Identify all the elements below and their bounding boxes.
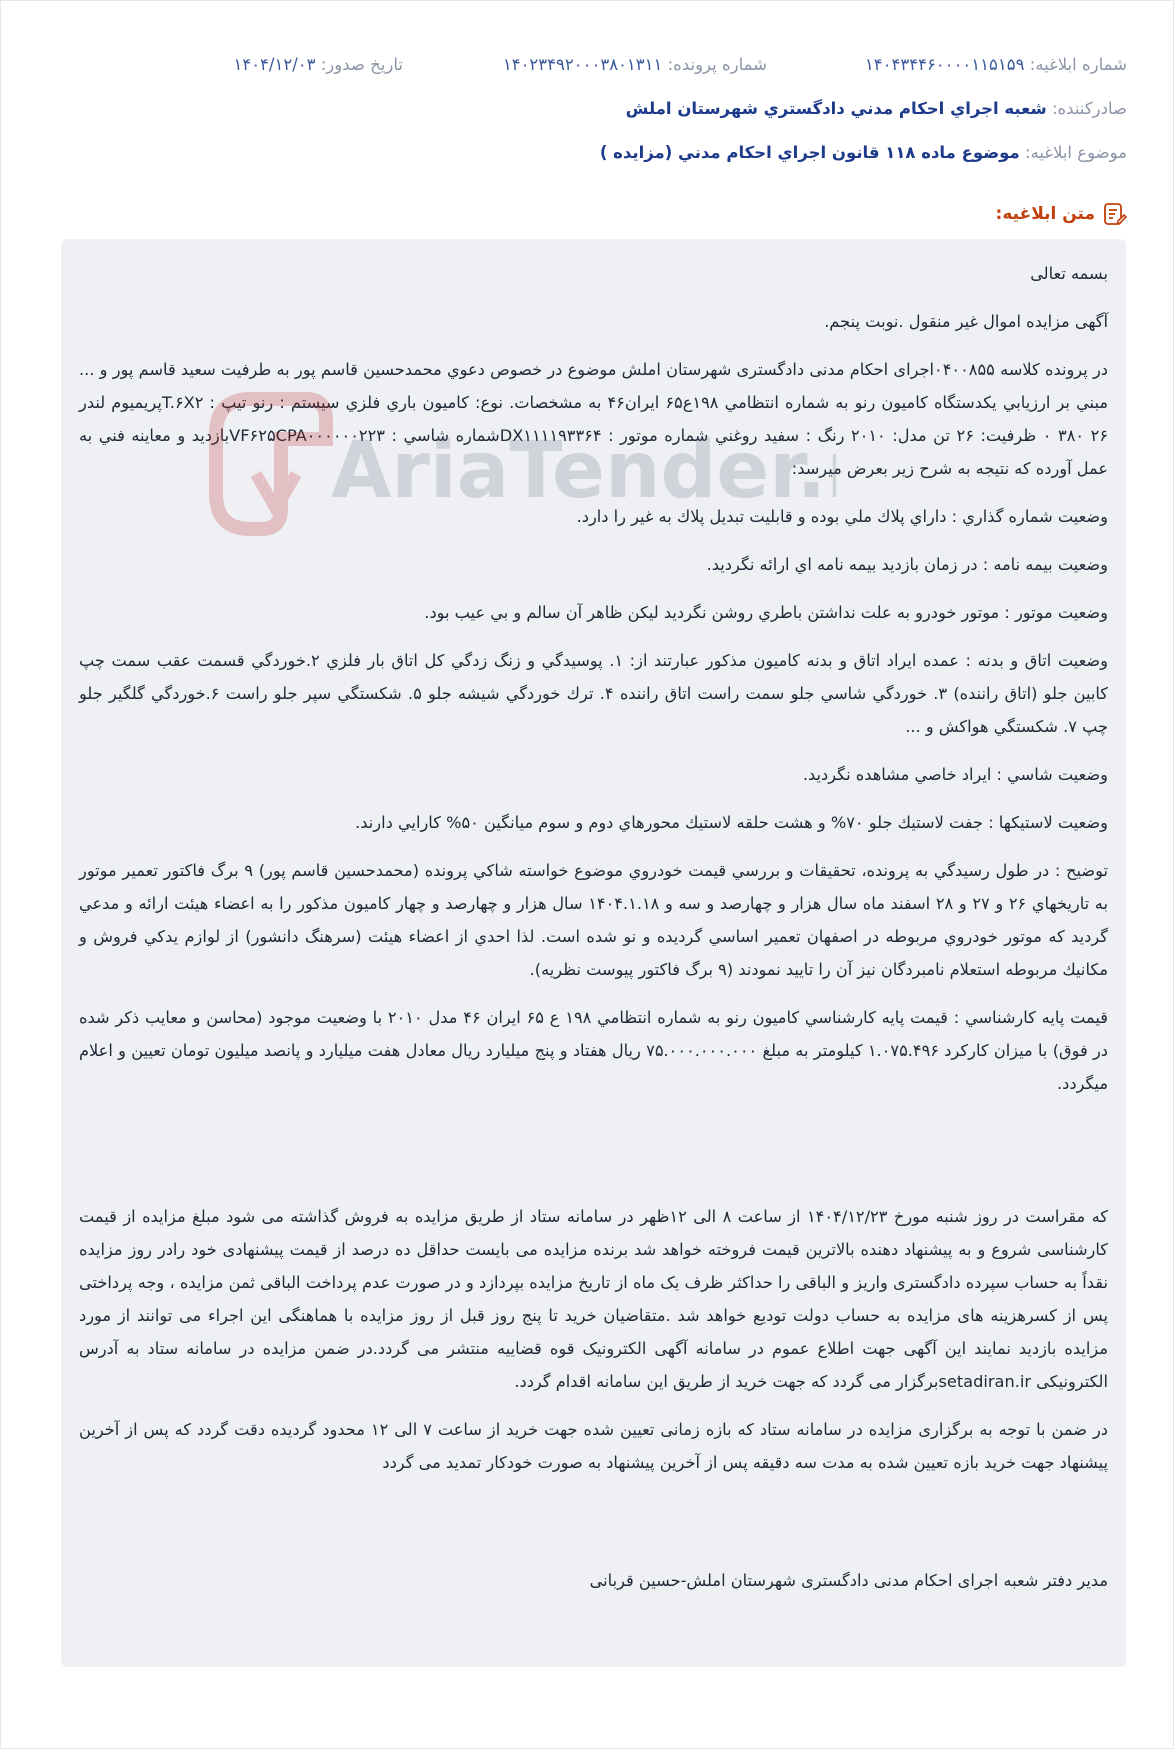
subject-value: موضوع ماده ۱۱۸ قانون اجراي احكام مدني (مزايده ) (599, 143, 1020, 162)
body-p4: وضعيت شماره گذاري : داراي پلاك ملي بوده و قابليت تبديل پلاك به غير را دارد. (576, 507, 1108, 526)
spacer (79, 1494, 1108, 1564)
body-p5: وضعيت بيمه نامه : در زمان بازديد بيمه نامه اي ارائه نگرديد. (706, 555, 1108, 574)
document-edit-icon (1103, 201, 1127, 227)
issue-date-value: ۱۴۰۴/۱۲/۰۳ (233, 55, 316, 74)
issue-date-label: تاریخ صدور: (320, 55, 403, 74)
subject-field (47, 143, 1127, 162)
body-p7: وضعيت اتاق و بدنه : عمده ايراد اتاق و بدنه كاميون مذكور عبارتند از: ۱. پوسيدگي و زنگ زدگي كل اتاق بار فلزي ۲.خوردگي قسمت عقب سمت چپ كابين جلو (اتاق راننده) ۳. خوردگي شاسي جلو سمت راست اتاق راننده ۴. ترك خوردگي شيشه جلو ۵. شكستگي سپر جلو راست ۶.خوردگي گلگير جلو چپ ۷. شكستگي هواكش و ... (79, 651, 1108, 736)
body-p9: وضعيت لاستيكها : جفت لاستيك جلو ۷۰% و هشت حلقه لاستيك محورهاي دوم و سوم ميانگين ۵۰% كارايي دارند. (355, 813, 1108, 832)
notice-body (61, 239, 1126, 1667)
issuer-field (47, 99, 1127, 118)
issuer-value: شعبه اجراي احكام مدني دادگستري شهرستان املش (625, 99, 1047, 118)
notice-number-field (865, 55, 1127, 74)
body-p1: بسمه تعالی (1030, 264, 1108, 283)
notice-text-title: متن ابلاغيه: (995, 204, 1095, 224)
body-p12: که مقراست در روز شنبه مورخ ۱۴۰۴/۱۲/۲۳ از ساعت ۸ الی ۱۲ظهر در سامانه ستاد از طریق مزایده به فروش گذاشته می شود مبلغ مزایده از قیمت کارشناسی شروع و به پیشنهاد دهنده بالاترین قیمت فروخته خواهد شد برنده مزایده می بایست حداقل ده درصد از قیمت پیشنهادی خود رادر روز مزایده نقداً به حساب سپرده دادگستری واریز و الباقی را حداکثر ظرف یک ماه از تاریخ مزایده بپردازد و در صورت عدم پرداخت الباقی ثمن مزایده ، وجه پرداختی پس از کسرهزینه های مزایده به حساب دولت تودیع خواهد شد .متقاضیان خرید تا پنج روز قبل از روز مزایده با هماهنگی این اجراء می توانند از مورد مزایده بازدید نمایند این آگهی جهت اطلاع عموم در سامانه آگهی الکترونیک قوه قضاییه منتشر می گردد.در ضمن مزایده در سامانه ستاد به آدرس الکترونیکی setadiran.irبرگزار می گردد که جهت خرید از طریق این سامانه اقدام گردد. (79, 1207, 1109, 1391)
spacer (79, 1115, 1108, 1200)
body-signature: مدیر دفتر شعبه اجرای احکام مدنی دادگستری شهرستان املش-حسین قربانی (589, 1571, 1108, 1590)
body-p2: آگهی مزایده اموال غیر منقول .نوبت پنجم. (824, 312, 1108, 331)
file-number-label: شماره پرونده: (667, 55, 767, 74)
watermark-text: AriaTender. (331, 426, 827, 516)
issue-date-field (233, 55, 403, 74)
body-p6: وضعيت موتور : موتور خودرو به علت نداشتن باطري روشن نگرديد ليكن ظاهر آن سالم و بي عيب بود. (424, 603, 1108, 622)
notice-text-heading (996, 201, 1127, 227)
body-p10: توضيح : در طول رسيدگي به پرونده، تحقيقات و بررسي قيمت خودروي موضوع خواسته شاكي پرونده (محمدحسين قاسم پور) ۹ برگ فاكتور تعمير موتور به تاريخهاي ۲۶ و ۲۷ و ۲۸ اسفند ماه سال هزار و چهارصد و سه و ۱۴۰۴.۱.۱۸ سال هزار و چهارصد و چهار كاميون مذكور را به اعضاء هيئت ارائه و مدعي گرديد كه موتور خودروي مربوطه در اصفهان تعمير اساسي گرديده و نو شده است. لذا احدي از اعضاء هيئت (سرهنگ دانشور) از لوازم يدكي فروش و مكانيك مربوطه استعلام نامبردگان نيز آن را تاييد نمودند (۹ برگ فاكتور پيوست نظريه). (79, 861, 1108, 979)
notice-number-value: ۱۴۰۴۳۴۴۶۰۰۰۰۱۱۵۱۵۹ (864, 55, 1025, 74)
body-p8: وضعيت شاسي : ايراد خاصي مشاهده نگرديد. (802, 765, 1108, 784)
file-number-field (503, 55, 767, 74)
body-p11: قيمت پايه كارشناسي : قيمت پايه كارشناسي كاميون رنو به شماره انتظامي ۱۹۸ ع ۶۵ ايران ۴۶ مدل ۲۰۱۰ با وضعيت موجود (محاسن و معايب ذكر شده در فوق) با ميزان كاركرد ۱.۰۷۵.۴۹۶ كيلومتر به مبلغ ۷۵.۰۰۰.۰۰۰.۰۰۰ ريال هفتاد و پنج ميليارد ريال معادل هفت ميليارد و پانصد ميليون تومان تعيين و اعلام ميگردد. (79, 1008, 1108, 1093)
notice-number-label: شماره ابلاغيه: (1029, 55, 1127, 74)
file-number-value: ۱۴۰۲۳۴۹۲۰۰۰۳۸۰۱۳۱۱ (502, 55, 663, 74)
body-p13: در ضمن با توجه به برگزاری مزایده در سامانه ستاد که بازه زمانی تعیین شده جهت خرید از ساعت ۷ الی ۱۲ محدود گردیده دقت گردد که پس از آخرین پیشنهاد جهت خرید بازه تعیین شده به مدت سه دقیقه پس از آخرین پیشنهاد به صورت خودکار تمدید می گردد (79, 1420, 1108, 1472)
issuer-label: صادرکننده: (1051, 99, 1127, 118)
body-p3: در پرونده کلاسه ۰۴۰۰۸۵۵اجرای احکام مدنی دادگستری شهرستان املش موضوع در خصوص دعوي محمدحسين قاسم پور به طرفيت سعيد قاسم پور و ... مبني بر ارزيابي يكدستگاه كاميون رنو به شماره انتظامي ۱۹۸ع۶۵ ايران۴۶ به مشخصات. نوع: كاميون باري فلزي سيستم : رنو تيپ : T.۶X۲پريميوم لندر ۲۶ ۳۸۰ ۰ ظرفيت: ۲۶ تن مدل: ۲۰۱۰ رنگ : سفيد روغني شماره موتور : DX۱۱۱۱۹۳۳۶۴شماره شاسي : VF۶۲۵CPA۰۰۰۰۰۰۲۲۳بازديد و معاينه فني به عمل آورده كه نتيجه به شرح زير بعرض ميرسد: (79, 360, 1109, 478)
subject-label: موضوع ابلاغيه: (1024, 143, 1127, 162)
header-row-numbers (47, 55, 1127, 85)
